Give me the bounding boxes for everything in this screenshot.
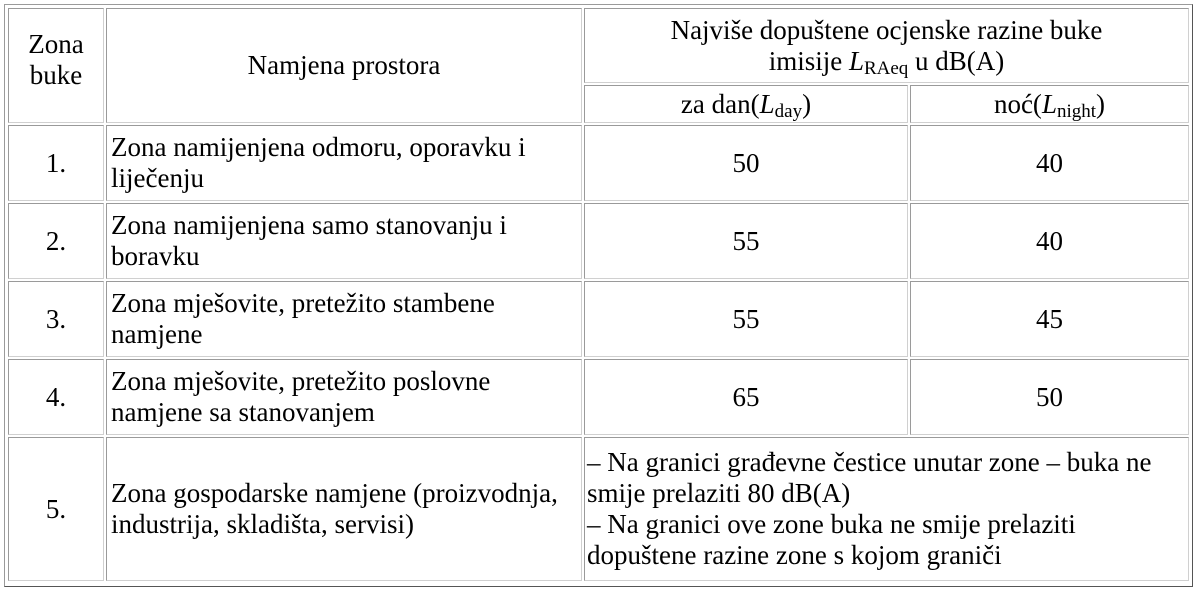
purpose-cell: Zona gospodarske namjene (proizvodnja, industrija, skladišta, servisi) xyxy=(106,437,582,581)
table-row xyxy=(8,125,1189,201)
purpose-cell: Zona namijenjena samo stanovanju i boravku xyxy=(106,203,582,279)
header-day xyxy=(584,85,908,123)
zone-cell: 2. xyxy=(8,203,104,279)
limits-symbol: L xyxy=(848,45,864,76)
night-cell: 45 xyxy=(910,281,1189,357)
header-limits-line1: Najviše dopuštene ocjenske razine buke xyxy=(670,14,1103,45)
purpose-cell: Zona mješovite, pretežito poslovne namjene sa stanovanjem xyxy=(106,359,582,435)
night-symbol: L xyxy=(1041,88,1057,119)
night-subscript: night xyxy=(1056,100,1097,122)
day-cell: 50 xyxy=(584,125,908,201)
table-row xyxy=(8,437,1189,581)
header-zone xyxy=(8,8,104,123)
header-limits-line2 xyxy=(589,46,1184,77)
day-subscript: day xyxy=(774,100,803,122)
purpose-cell: Zona namijenjena odmoru, oporavku i liječenju xyxy=(106,125,582,201)
day-cell: 55 xyxy=(584,203,908,279)
table-row xyxy=(8,281,1189,357)
night-cell: 50 xyxy=(910,359,1189,435)
header-zone-text: Zona buke xyxy=(28,29,84,90)
header-purpose xyxy=(106,8,582,123)
zone-cell: 5. xyxy=(8,437,104,581)
note-line-1: – Na granici građevne čestice unutar zone – buka ne smije prelaziti 80 dB(A) xyxy=(587,447,1152,508)
limits-pre: imisije xyxy=(768,45,849,76)
day-post: ) xyxy=(802,88,812,119)
zone-cell: 3. xyxy=(8,281,104,357)
note-line-2: – Na granici ove zone buka ne smije prelaziti dopuštene razine zone s kojom graniči xyxy=(587,509,1076,570)
purpose-cell: Zona mješovite, pretežito stambene namjene xyxy=(106,281,582,357)
limits-subscript: RAeq xyxy=(863,57,909,79)
zone-cell: 4. xyxy=(8,359,104,435)
day-pre: za dan( xyxy=(680,88,760,119)
day-cell: 65 xyxy=(584,359,908,435)
day-cell: 55 xyxy=(584,281,908,357)
night-cell: 40 xyxy=(910,203,1189,279)
table-row xyxy=(8,203,1189,279)
header-night xyxy=(910,85,1189,123)
header-row xyxy=(8,8,1189,83)
night-post: ) xyxy=(1096,88,1106,119)
header-purpose-text: Namjena prostora xyxy=(247,50,441,80)
note-cell xyxy=(584,437,1189,581)
limits-post: u dB(A) xyxy=(908,45,1005,76)
night-pre: noć( xyxy=(993,88,1042,119)
day-symbol: L xyxy=(759,88,775,119)
table-row xyxy=(8,359,1189,435)
header-limits xyxy=(584,8,1189,83)
noise-limits-table xyxy=(6,6,1191,583)
zone-cell: 1. xyxy=(8,125,104,201)
night-cell: 40 xyxy=(910,125,1189,201)
